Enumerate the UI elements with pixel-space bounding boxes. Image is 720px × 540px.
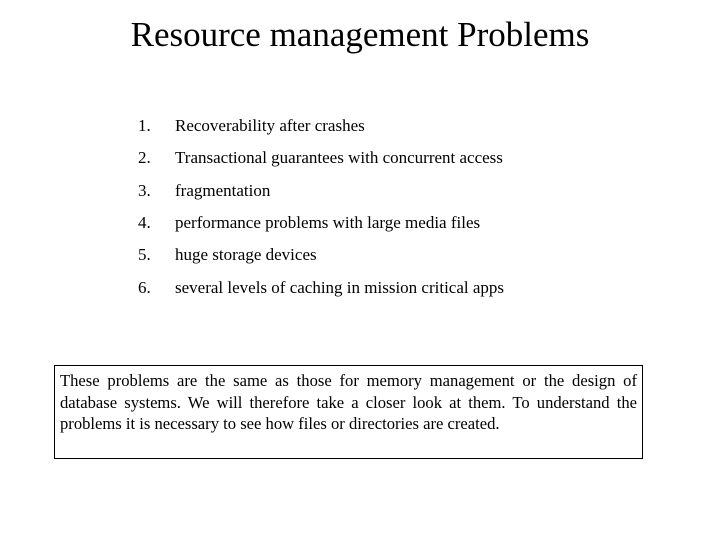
note-text: These problems are the same as those for memory management or the design of database systems. We will therefore take a closer look at them. To understand the problems it is necessary to see how files or directories are created. bbox=[60, 371, 637, 433]
list-item bbox=[138, 142, 504, 174]
list-item-text: performance problems with large media files bbox=[175, 213, 481, 233]
list-item bbox=[138, 110, 504, 142]
list-item-text: Recoverability after crashes bbox=[175, 116, 365, 136]
list-item bbox=[138, 271, 504, 303]
list-item-number: 3. bbox=[138, 180, 151, 200]
problem-list bbox=[138, 110, 504, 304]
slide-title: Resource management Problems bbox=[130, 15, 590, 54]
list-item-number: 1. bbox=[138, 116, 151, 136]
list-item-number: 2. bbox=[138, 148, 151, 168]
list-item-text: Transactional guarantees with concurrent access bbox=[175, 148, 503, 168]
list-item-text: huge storage devices bbox=[175, 245, 317, 265]
note-box bbox=[54, 365, 643, 459]
list-item-text: fragmentation bbox=[175, 180, 271, 200]
list-item-number: 4. bbox=[138, 213, 151, 233]
list-item-text: several levels of caching in mission critical apps bbox=[175, 277, 505, 297]
list-item bbox=[138, 175, 504, 207]
list-item bbox=[138, 207, 504, 239]
list-item bbox=[138, 239, 504, 271]
list-item-number: 6. bbox=[138, 277, 151, 297]
list-item-number: 5. bbox=[138, 245, 151, 265]
